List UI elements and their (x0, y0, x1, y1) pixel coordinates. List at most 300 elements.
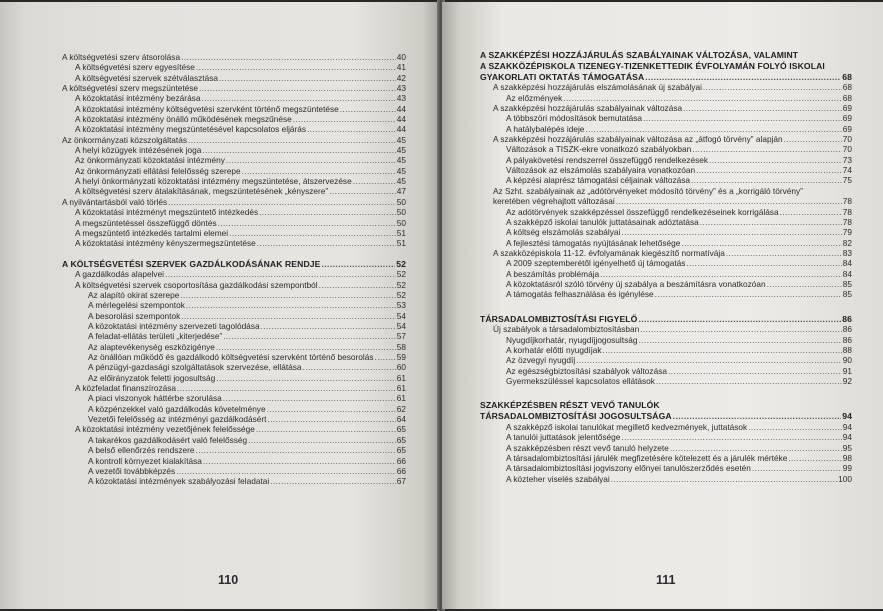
toc-dot-leader (686, 258, 841, 268)
toc-entry (480, 248, 852, 258)
toc-entry (480, 411, 852, 422)
toc-entry-title: A beszámítás problémája (506, 268, 600, 279)
toc-dot-leader (748, 422, 842, 432)
toc-entry (62, 414, 406, 424)
toc-dot-leader (767, 279, 842, 289)
toc-entry (480, 345, 852, 355)
toc-entry-title: A közoktatási intézmény költségvetési szervként történő megszüntetése (75, 103, 339, 114)
toc-entry-continued: Az Szht. szabályainak az „adótörvényeket módosító törvény” és a „korrigáló törvény” (493, 185, 803, 196)
toc-entry (480, 432, 852, 442)
toc-entry-page: 50 (396, 196, 406, 207)
toc-entry (62, 373, 406, 383)
toc-entry (480, 422, 852, 432)
toc-entry-page: 61 (396, 393, 406, 404)
toc-entry (62, 331, 406, 341)
toc-dot-leader (242, 166, 396, 176)
toc-entry-page: 44 (396, 114, 406, 125)
toc-entry (62, 166, 406, 176)
toc-entry-page: 65 (396, 434, 406, 445)
toc-dot-leader (177, 383, 396, 393)
toc-entry (480, 355, 852, 365)
toc-entry (62, 52, 406, 62)
toc-entry-page: 61 (396, 372, 406, 383)
toc-entry-title: Gyermekszüléssel kapcsolatos ellátások (506, 376, 655, 387)
toc-entry-page: 42 (396, 72, 406, 83)
toc-entry-title: Vezetői felelősség az intézményi gazdálkodásért (88, 414, 267, 425)
toc-entry-title: A költségvetési szerv átsorolása (62, 52, 181, 62)
toc-entry-title: Az előzmények (506, 92, 563, 103)
toc-dot-leader (726, 248, 842, 258)
toc-dot-leader (261, 321, 396, 331)
toc-entry (62, 269, 406, 279)
toc-entry-page: 65 (396, 445, 406, 456)
toc-dot-leader (180, 290, 395, 300)
toc-entry (480, 366, 852, 376)
toc-entry-title: A megszüntető intézkedés tartalmi elemei (75, 227, 229, 238)
toc-dot-leader (616, 196, 842, 206)
toc-entry-page: 41 (396, 62, 406, 73)
toc-entry-title: TÁRSADALOMBIZTOSÍTÁSI JOGOSULTSÁGA (480, 411, 672, 422)
toc-entry-page: 45 (396, 155, 406, 166)
toc-entry-page: 44 (396, 103, 406, 114)
toc-entry (62, 342, 406, 352)
toc-entry-title: A belső ellenőrzés rendszere (88, 445, 195, 456)
toc-entry-title: A közoktatási intézmény szervezeti tagolódása (88, 321, 260, 332)
toc-entry-page: 54 (396, 310, 406, 321)
toc-entry (480, 463, 852, 473)
toc-dot-leader (181, 52, 396, 62)
toc-dot-leader (340, 104, 396, 114)
toc-entry-page: 75 (842, 175, 852, 186)
toc-entry (480, 453, 852, 463)
toc-entry-page: 43 (396, 93, 406, 104)
toc-entry-title: A társadalombiztosítási jogviszony előnyei tanulószerződés esetén (506, 463, 751, 474)
toc-entry-page: 52 (396, 269, 406, 280)
toc-entry-title: A szakképzésben részt vevő tanuló helyzete (506, 442, 669, 453)
toc-entry-title: A 2009 szeptemberétől igényelhető új támogatás (506, 258, 686, 269)
toc-entry-title: A szakképzési hozzájárulás szabályainak változása (493, 103, 683, 114)
toc-entry (480, 324, 852, 334)
toc-entry (62, 83, 406, 93)
toc-entry (480, 165, 852, 175)
toc-entry-page: 47 (396, 186, 406, 197)
toc-entry (62, 114, 406, 124)
toc-dot-leader (683, 103, 842, 113)
toc-dot-leader (229, 228, 396, 238)
toc-spacer (480, 386, 852, 400)
toc-dot-leader (223, 393, 396, 403)
toc-entry-title: A közteher viselés szabályai (506, 473, 610, 484)
toc-entry-page: 65 (396, 424, 406, 435)
toc-entry (62, 135, 406, 145)
toc-entry-page: 54 (396, 321, 406, 332)
toc-entry-page: 45 (396, 134, 406, 145)
toc-entry-page: 50 (396, 217, 406, 228)
toc-entry-page: 52 (396, 279, 406, 290)
page-number-left: 110 (218, 573, 239, 587)
toc-entry-title: A közfeladat finanszírozása (75, 383, 177, 394)
toc-entry-page: 86 (842, 313, 852, 324)
toc-dot-leader (668, 366, 842, 376)
toc-dot-leader (643, 113, 842, 123)
toc-entry-title: A piaci viszonyok háttérbe szorulása (88, 393, 222, 404)
toc-entry (480, 134, 852, 144)
toc-entry (480, 144, 852, 154)
toc-entry-title: Az önkormányzati ellátási felelősség szerepe (75, 165, 241, 176)
page-number-right: 111 (656, 573, 676, 587)
toc-entry-page: 95 (842, 442, 852, 453)
toc-entry (62, 435, 406, 445)
toc-entry (62, 311, 406, 321)
toc-entry-title: A társadalombiztosítási járulék megfizetésére kötelezett és a járulék mértéke (506, 453, 788, 464)
toc-entry-page: 94 (842, 422, 852, 433)
toc-dot-leader (645, 72, 841, 83)
toc-dot-leader (638, 335, 841, 345)
toc-entry (480, 314, 852, 325)
table-of-contents-left (62, 52, 406, 487)
toc-entry (62, 176, 406, 186)
section-heading (480, 400, 852, 422)
toc-dot-leader (202, 145, 395, 155)
toc-entry (480, 217, 852, 227)
toc-entry-page: 68 (842, 71, 852, 82)
toc-entry-page: 79 (842, 227, 852, 238)
toc-entry-title: A pályakövetési rendszerrel összefüggő rendelkezések (506, 154, 709, 165)
section-heading-line: A SZAKKÉPZÉSI HOZZÁJÁRULÁS SZABÁLYAINAK VÁLTOZÁSA, VALAMINT (480, 50, 799, 60)
toc-entry (480, 196, 852, 206)
toc-entry-page: 74 (842, 165, 852, 176)
toc-dot-leader (303, 362, 396, 372)
toc-dot-leader (656, 376, 842, 386)
toc-entry (62, 456, 406, 466)
toc-entry-title: Az önállóan működő és gazdálkodó költségvetési szervként történő besorolás (88, 352, 374, 363)
toc-dot-leader (201, 93, 395, 103)
toc-entry-title: Új szabályok a társadalombiztosításban (493, 324, 640, 335)
toc-entry (62, 362, 406, 372)
section-heading (480, 50, 852, 82)
toc-dot-leader (223, 331, 396, 341)
toc-entry (62, 186, 406, 196)
toc-entry-page: 78 (842, 196, 852, 207)
toc-entry-page: 98 (842, 453, 852, 464)
toc-entry (62, 321, 406, 331)
toc-entry (480, 335, 852, 345)
toc-dot-leader (267, 404, 396, 414)
toc-entry-title: A tanulói juttatások jelentősége (506, 432, 621, 443)
toc-entry-page: 68 (842, 92, 852, 103)
toc-entry-title: A mérlegelési szempontok (88, 300, 185, 311)
toc-entry-page: 78 (842, 216, 852, 227)
toc-entry-page: 45 (396, 176, 406, 187)
toc-entry-title: A szakképzési hozzájárulás szabályainak változása az „átfogó törvény” alapján (493, 134, 783, 145)
toc-entry (480, 474, 852, 484)
toc-entry-page: 85 (842, 278, 852, 289)
toc-entry (480, 238, 852, 248)
toc-entry-title: A nyilvántartásból való törlés (62, 196, 168, 207)
toc-entry (480, 227, 852, 237)
toc-entry (62, 218, 406, 228)
toc-entry-page: 61 (396, 383, 406, 394)
toc-dot-leader (181, 311, 396, 321)
toc-entry (62, 73, 406, 83)
toc-dot-leader (602, 345, 841, 355)
toc-entry-title: A közpénzekkel való gazdálkodás követelménye (88, 403, 266, 414)
toc-entry-page: 70 (842, 134, 852, 145)
toc-entry-page: 91 (842, 365, 852, 376)
toc-entry (480, 175, 852, 185)
toc-entry-title: A közoktatási intézmények szabályozási feladatai (88, 476, 270, 487)
toc-dot-leader (696, 165, 842, 175)
toc-dot-leader (270, 476, 396, 486)
toc-entry-title: Az önkormányzati közszolgáltatás (62, 134, 187, 145)
toc-dot-leader (655, 289, 842, 299)
table-of-contents-right (480, 50, 852, 484)
toc-dot-leader (319, 280, 396, 290)
toc-entry (62, 104, 406, 114)
toc-entry-page: 69 (842, 113, 852, 124)
toc-entry (480, 93, 852, 103)
toc-entry-title: A vezetői továbbképzés (88, 465, 176, 476)
toc-entry-title: A megszüntetéssel összefüggő döntés (75, 217, 217, 228)
toc-dot-leader (640, 324, 842, 334)
section-heading-line: SZAKKÉPZÉSBEN RÉSZT VEVŐ TANULÓK (480, 400, 660, 411)
toc-entry-title: A szakképző iskolai tanulókat megillető kedvezmények, juttatások (506, 422, 748, 433)
toc-entry-title: A költségvetési szerv megszüntetése (62, 83, 199, 94)
toc-entry-page: 83 (842, 247, 852, 258)
toc-dot-leader (691, 175, 842, 185)
toc-entry (62, 124, 406, 134)
toc-entry-title: A helyi közügyek intézésének joga (75, 145, 202, 156)
toc-entry-page: 90 (842, 355, 852, 366)
toc-entry-title: Az előirányzatok feletti jogosultság (88, 372, 216, 383)
toc-entry (480, 103, 852, 113)
toc-dot-leader (784, 134, 842, 144)
toc-entry-title: A hatálybalépés ideje (506, 123, 585, 134)
toc-dot-leader (196, 445, 396, 455)
toc-entry-title: A költség elszámolás szabályai (506, 227, 621, 238)
toc-entry (62, 280, 406, 290)
toc-dot-leader (176, 466, 396, 476)
toc-entry-page: 78 (842, 206, 852, 217)
toc-entry-title: A közoktatási intézmény kényszermegszüntetése (75, 238, 256, 249)
toc-dot-leader (709, 155, 842, 165)
toc-entry-page: 69 (842, 103, 852, 114)
toc-dot-leader (692, 144, 842, 154)
toc-dot-leader (216, 373, 395, 383)
toc-dot-leader (268, 414, 396, 424)
toc-entry (480, 376, 852, 386)
toc-entry (480, 124, 852, 134)
toc-entry-title: A korhatár előtti nyugdíjak (506, 345, 602, 356)
toc-entry-page: 73 (842, 154, 852, 165)
toc-entry-page: 62 (396, 403, 406, 414)
right-page (442, 2, 883, 609)
toc-entry-page: 51 (396, 227, 406, 238)
toc-entry-page: 52 (396, 258, 406, 269)
toc-entry-page: 94 (842, 432, 852, 443)
toc-dot-leader (638, 314, 841, 325)
toc-entry-title: A költségvetési szervek szétválasztása (75, 72, 218, 83)
toc-entry-title: A közoktatásról szóló törvény új szabálya a beszámításra vonatkozóan (506, 278, 766, 289)
toc-dot-leader (700, 217, 842, 227)
toc-dot-leader (375, 352, 396, 362)
toc-entry (62, 445, 406, 455)
toc-entry-page: 92 (842, 376, 852, 387)
toc-entry-page: 58 (396, 341, 406, 352)
toc-dot-leader (600, 269, 842, 279)
toc-entry (480, 82, 852, 92)
left-page (0, 2, 440, 609)
toc-dot-leader (670, 443, 842, 453)
toc-entry-title: A közoktatási intézmény megszüntetésével kapcsolatos eljárás (75, 124, 307, 135)
toc-entry-page: 60 (396, 362, 406, 373)
toc-dot-leader (576, 355, 842, 365)
toc-entry (62, 207, 406, 217)
toc-entry-title: A támogatás felhasználása és igénylése (506, 289, 654, 300)
toc-entry-title: A közoktatási intézményt megszüntető intézkedés (75, 207, 259, 218)
toc-dot-leader (621, 432, 841, 442)
toc-entry-page: 52 (396, 290, 406, 301)
toc-dot-leader (585, 124, 841, 134)
toc-entry (62, 238, 406, 248)
toc-entry-page: 53 (396, 300, 406, 311)
toc-entry-title: A szakképző iskolai tanulók juttatásainak adóztatása (506, 216, 699, 227)
toc-entry (480, 72, 852, 83)
toc-entry-title: Változások a TISZK-ekre vonatkozó szabályokban (506, 144, 692, 155)
toc-entry (62, 466, 406, 476)
toc-entry-title: A közoktatási intézmény vezetőjének felelőssége (75, 424, 255, 435)
toc-entry (480, 155, 852, 165)
toc-entry-title: Az egészségbiztosítási szabályok változása (506, 365, 667, 376)
toc-entry-title: A közoktatási intézmény bezárása (75, 93, 201, 104)
toc-entry-page: 50 (396, 207, 406, 218)
toc-entry-page: 66 (396, 455, 406, 466)
toc-dot-leader (203, 456, 396, 466)
toc-entry-title: Az adótörvények szakképzéssel összefüggő rendelkezéseinek korrigálása (506, 206, 779, 217)
toc-entry-title: Az önkormányzati közoktatási intézmény (75, 155, 225, 166)
toc-entry (62, 383, 406, 393)
toc-entry (480, 207, 852, 217)
toc-entry (62, 393, 406, 403)
toc-dot-leader (226, 155, 396, 165)
toc-entry-title: Az alapító okirat szerepe (88, 290, 180, 301)
toc-dot-leader (563, 93, 842, 103)
toc-entry-page: 84 (842, 258, 852, 269)
toc-entry (62, 300, 406, 310)
toc-entry-page: 57 (396, 331, 406, 342)
toc-entry-page: 84 (842, 268, 852, 279)
toc-dot-leader (353, 176, 396, 186)
toc-entry-page: 88 (842, 345, 852, 356)
toc-entry (62, 93, 406, 103)
toc-entry-page: 59 (396, 352, 406, 363)
toc-entry (480, 113, 852, 123)
toc-entry (62, 228, 406, 238)
toc-entry-page: 100 (838, 473, 852, 484)
toc-entry-page: 66 (396, 465, 406, 476)
toc-entry-title: A fejlesztési támogatás nyújtásának lehetősége (506, 237, 681, 248)
toc-entry-page: 70 (842, 144, 852, 155)
toc-entry-title: A többszöri módosítások bemutatása (506, 113, 643, 124)
toc-entry-page: 94 (842, 411, 852, 422)
toc-entry (480, 258, 852, 268)
toc-entry-page: 43 (396, 83, 406, 94)
toc-entry-page: 86 (842, 334, 852, 345)
toc-entry-page: 64 (396, 414, 406, 425)
toc-dot-leader (788, 453, 841, 463)
toc-dot-leader (186, 300, 396, 310)
toc-entry-title: A gazdálkodás alapelvei (75, 269, 165, 280)
toc-entry-title: A feladat-ellátás területi „kiterjedése” (88, 331, 223, 342)
toc-entry-title: A költségvetési szerv átalakításának, megszüntetésének „kényszere” (75, 186, 329, 197)
toc-entry-title: keretében végrehajtott változásai (493, 196, 615, 207)
toc-entry (62, 290, 406, 300)
toc-entry-page: 40 (396, 52, 406, 62)
toc-entry-page: 68 (842, 82, 852, 93)
toc-entry-page: 85 (842, 289, 852, 300)
toc-entry-page: 44 (396, 124, 406, 135)
toc-dot-leader (321, 259, 395, 270)
toc-entry (62, 476, 406, 486)
toc-entry (62, 145, 406, 155)
toc-dot-leader (256, 424, 396, 434)
section-heading-line: A SZAKKÖZÉPISKOLA TIZENEGY-TIZENKETTEDIK ÉVFOLYAMÁN FOLYÓ ISKOLAI (480, 60, 825, 71)
toc-dot-leader (165, 269, 396, 279)
toc-spacer (62, 249, 406, 259)
toc-entry-page: 45 (396, 165, 406, 176)
toc-entry (62, 197, 406, 207)
toc-entry-title: A szakképzési hozzájárulás elszámolásának új szabályai (493, 82, 702, 93)
toc-entry-title: Az alaptevékenység eszközigénye (88, 341, 215, 352)
toc-entry (480, 289, 852, 299)
toc-entry (62, 62, 406, 72)
toc-entry-title: A helyi önkormányzati közoktatási intézmény megszüntetése, átszervezése (75, 176, 352, 187)
toc-entry (62, 404, 406, 414)
toc-dot-leader (611, 474, 837, 484)
toc-dot-leader (307, 124, 396, 134)
toc-dot-leader (703, 82, 842, 92)
toc-entry-page: 82 (842, 237, 852, 248)
toc-entry-title: GYAKORLATI OKTATÁS TÁMOGATÁSA (480, 71, 645, 82)
toc-entry (62, 352, 406, 362)
toc-entry (62, 259, 406, 270)
toc-dot-leader (199, 83, 396, 93)
toc-dot-leader (780, 207, 842, 217)
toc-entry-title: A szakközépiskola 11-12. évfolyamának kiegészítő normatívája (493, 247, 725, 258)
toc-dot-leader (329, 186, 396, 196)
toc-dot-leader (752, 463, 842, 473)
toc-dot-leader (219, 73, 396, 83)
toc-dot-leader (216, 342, 396, 352)
toc-spacer (480, 300, 852, 314)
toc-dot-leader (621, 227, 841, 237)
toc-entry (62, 155, 406, 165)
toc-entry-page: 86 (842, 324, 852, 335)
toc-entry-title: Változások az elszámolás szabályaira vonatkozóan (506, 165, 696, 176)
toc-entry-title: A költségvetési szervek csoportosítása gazdálkodási szempontból (75, 279, 318, 290)
toc-dot-leader (259, 207, 396, 217)
toc-entry (62, 424, 406, 434)
toc-entry-title: TÁRSADALOMBIZTOSÍTÁSI FIGYELŐ (480, 313, 638, 324)
toc-entry-title: A kontroll környezet kialakítása (88, 455, 202, 466)
toc-dot-leader (257, 238, 396, 248)
toc-dot-leader (248, 435, 396, 445)
toc-entry-title: A közoktatási intézmény önálló működésének megszűnése (75, 114, 292, 125)
toc-dot-leader (196, 62, 396, 72)
toc-entry-title: A képzési alaprész támogatási céljainak változása (506, 175, 691, 186)
toc-entry (480, 443, 852, 453)
toc-entry-page: 69 (842, 123, 852, 134)
